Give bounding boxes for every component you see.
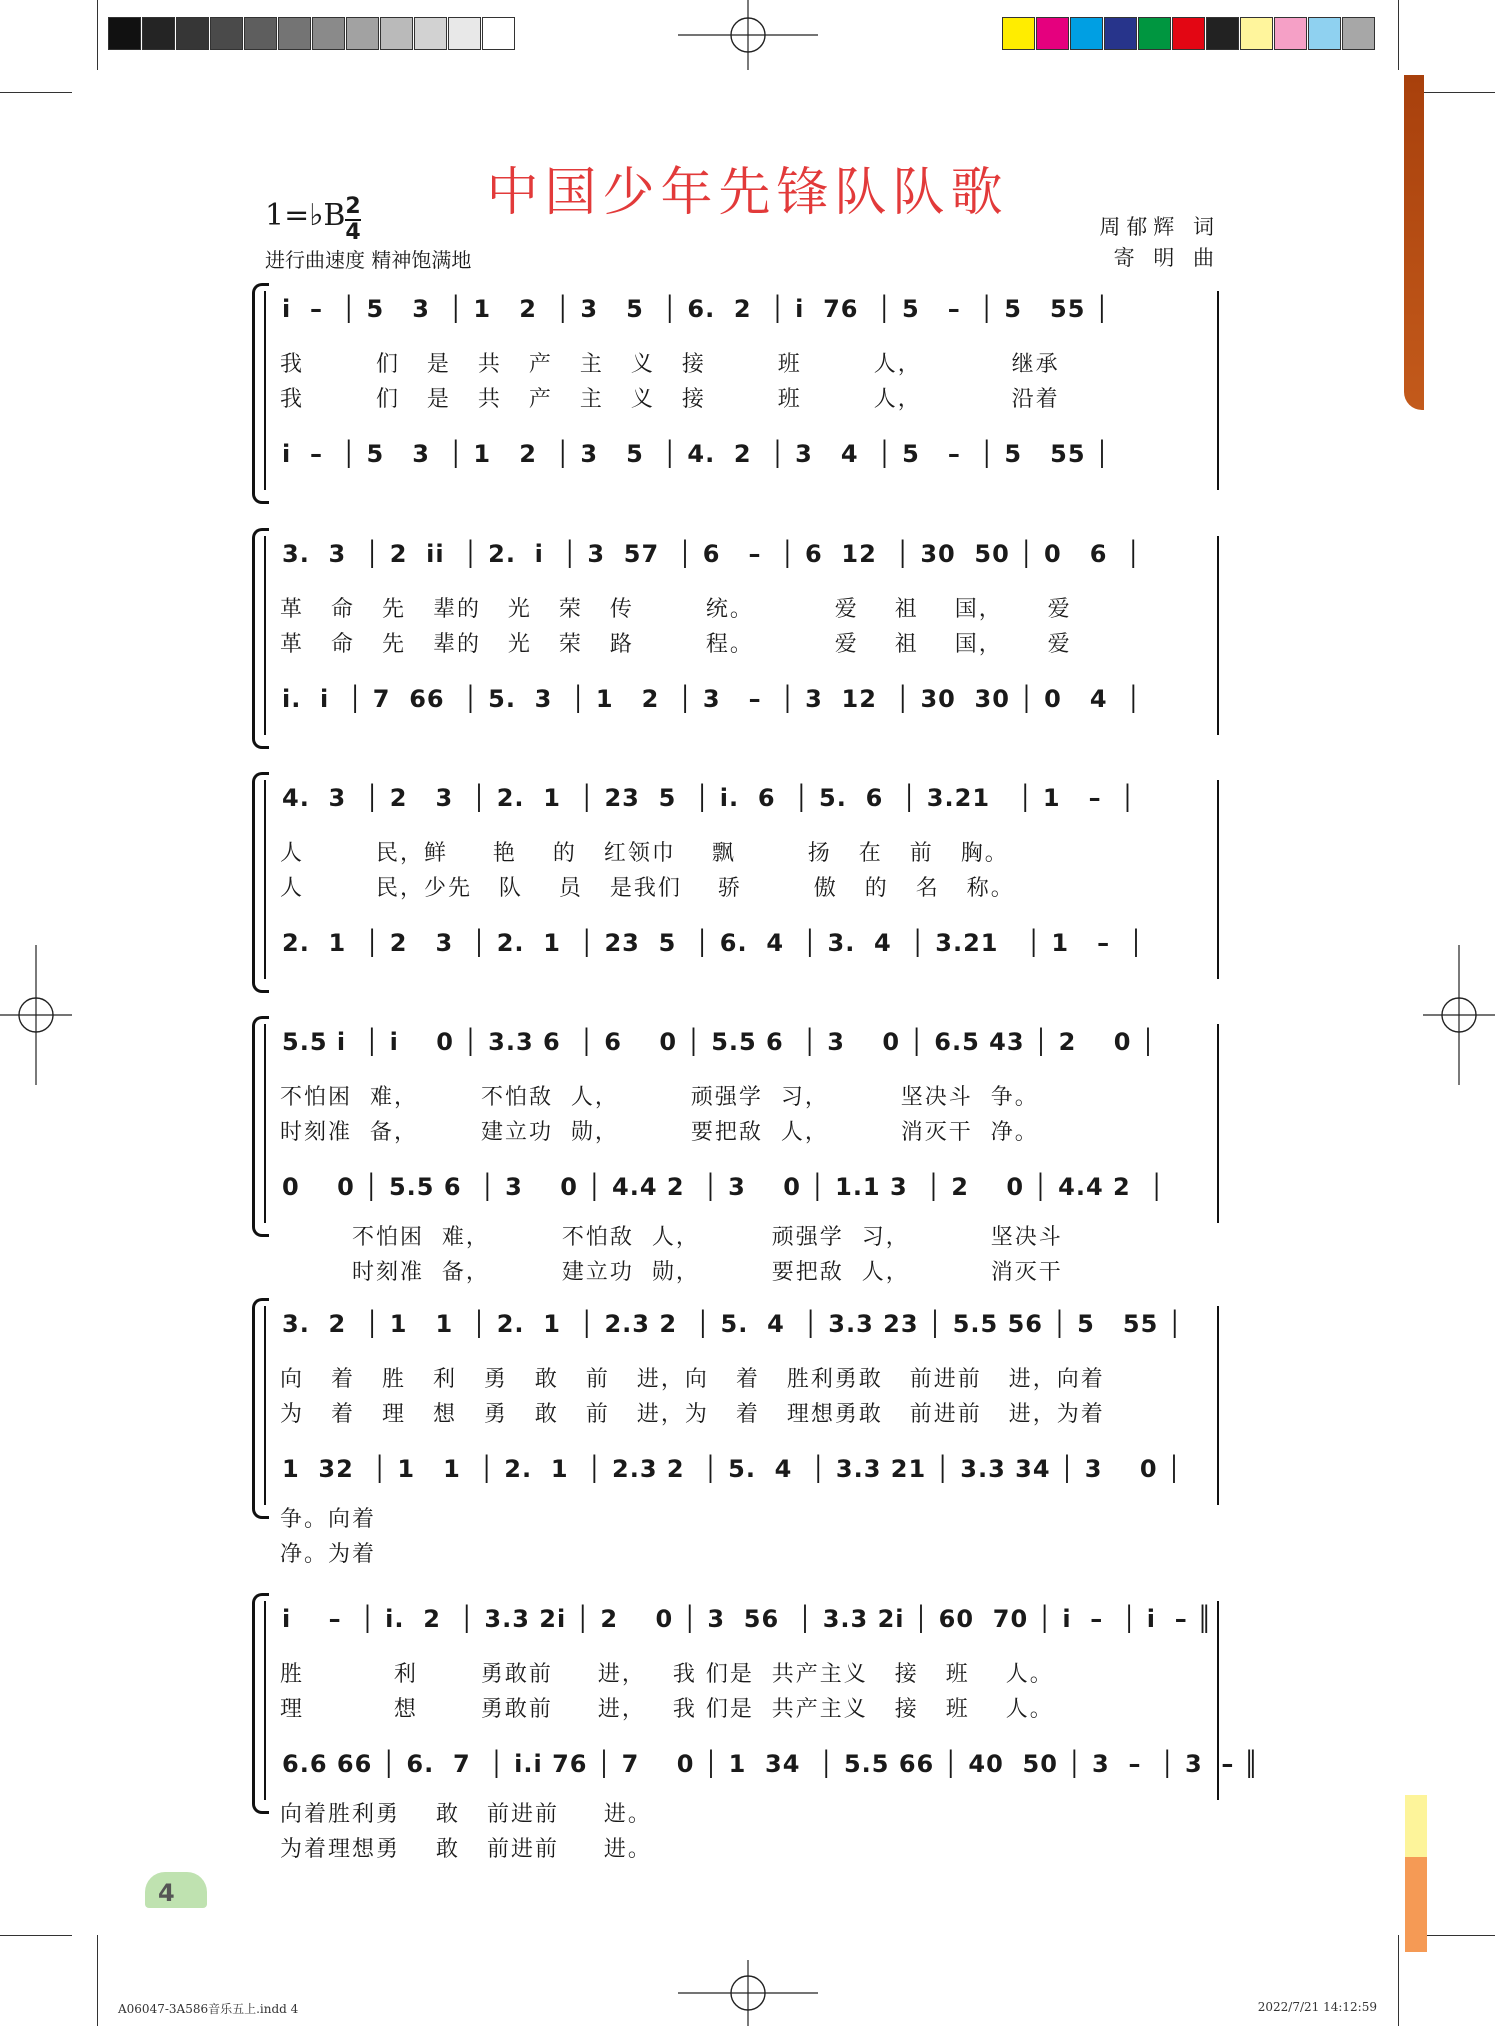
crop-mark bbox=[97, 1935, 98, 2026]
cmyk-color-bar bbox=[1002, 17, 1376, 50]
lower-voice-notes: i – │ 5 3 │ 1 2 │ 3 5 │ 4. 2 │ 3 4 │ 5 – │ 5 55 │ bbox=[282, 440, 1111, 468]
registration-mark-top bbox=[678, 0, 818, 70]
lower-voice-notes: 1 32 │ 1 1 │ 2. 1 │ 2.3 2 │ 5. 4 │ 3.3 21 │ 3.3 34 │ 3 0 │ bbox=[282, 1455, 1183, 1483]
key-signature: 1=♭B bbox=[265, 198, 346, 233]
system-end-barline bbox=[1217, 1024, 1219, 1223]
lyric-verse-2: 时刻准 备， 建立功 勋， 要把敌 人， 消灭干 净。 bbox=[280, 1120, 1039, 1145]
registration-mark-left bbox=[0, 945, 72, 1085]
lower-lyric-verse-2: 时刻准 备， 建立功 勋， 要把敌 人， 消灭干 bbox=[280, 1260, 1063, 1285]
registration-mark-bottom bbox=[678, 1960, 818, 2026]
lower-voice-notes: 2. 1 │ 2 3 │ 2. 1 │ 23 5 │ 6. 4 │ 3. 4 │ 3.21 │ 1 – │ bbox=[282, 929, 1145, 957]
lower-voice-notes: 0 0 │ 5.5 6 │ 3 0 │ 4.4 2 │ 3 0 │ 1.1 3 │ 2 0 │ 4.4 2 │ bbox=[282, 1173, 1165, 1201]
system-bracket bbox=[252, 283, 269, 504]
color-swatch bbox=[482, 17, 515, 50]
color-swatch bbox=[1274, 17, 1307, 50]
color-swatch bbox=[244, 17, 277, 50]
score-system bbox=[252, 283, 1222, 498]
color-swatch bbox=[380, 17, 413, 50]
color-swatch bbox=[312, 17, 345, 50]
system-barline bbox=[264, 780, 266, 979]
lyric-verse-2: 革 命 先 辈的 光 荣 路 程。 爱 祖 国， 爱 bbox=[280, 632, 1072, 657]
color-swatch bbox=[142, 17, 175, 50]
upper-voice-notes: 5.5 i │ i 0 │ 3.3 6 │ 6 0 │ 5.5 6 │ 3 0 │ 6.5 43 │ 2 0 │ bbox=[282, 1028, 1157, 1056]
system-bracket bbox=[252, 1298, 269, 1519]
color-swatch bbox=[1138, 17, 1171, 50]
time-sig-bottom: 4 bbox=[345, 220, 361, 245]
system-bracket bbox=[252, 772, 269, 993]
color-swatch bbox=[210, 17, 243, 50]
color-swatch bbox=[1240, 17, 1273, 50]
footer-file: A06047-3A586音乐五上.indd 4 bbox=[118, 2002, 299, 2016]
system-barline bbox=[264, 291, 266, 490]
crop-mark bbox=[1398, 0, 1399, 70]
color-swatch bbox=[1308, 17, 1341, 50]
lyric-verse-1: 人 民，鲜 艳 的 红领巾 飘 扬 在 前 胸。 bbox=[280, 841, 1009, 866]
crop-mark bbox=[0, 92, 72, 93]
color-swatch bbox=[346, 17, 379, 50]
upper-voice-notes: 3. 3 │ 2 ii │ 2. i │ 3 57 │ 6 – │ 6 12 │ 30 50 │ 0 6 │ bbox=[282, 540, 1142, 568]
color-swatch bbox=[1002, 17, 1035, 50]
upper-voice-notes: 4. 3 │ 2 3 │ 2. 1 │ 23 5 │ i. 6 │ 5. 6 │ 3.21 │ 1 – │ bbox=[282, 784, 1136, 812]
edge-tab-yellow bbox=[1405, 1795, 1427, 1857]
color-swatch bbox=[1172, 17, 1205, 50]
system-bracket bbox=[252, 528, 269, 749]
system-bracket bbox=[252, 1593, 269, 1814]
lyric-verse-1: 不怕困 难， 不怕敌 人， 顽强学 习， 坚决斗 争。 bbox=[280, 1085, 1039, 1110]
upper-voice-notes: i – │ 5 3 │ 1 2 │ 3 5 │ 6. 2 │ i 76 │ 5 – │ 5 55 │ bbox=[282, 295, 1111, 323]
color-swatch bbox=[1342, 17, 1375, 50]
color-swatch bbox=[1104, 17, 1137, 50]
crop-mark bbox=[0, 1935, 72, 1936]
system-end-barline bbox=[1217, 536, 1219, 735]
lower-lyric-verse-1: 争。向着 bbox=[280, 1507, 377, 1532]
color-swatch bbox=[278, 17, 311, 50]
crop-mark bbox=[1420, 92, 1495, 93]
score-system bbox=[252, 528, 1222, 743]
lyric-verse-1: 胜 利 勇敢前 进， 我 们是 共产主义 接 班 人。 bbox=[280, 1662, 1054, 1687]
color-swatch bbox=[1206, 17, 1239, 50]
lyric-verse-1: 向 着 胜 利 勇 敢 前 进，向 着 胜利勇敢 前进前 进，向着 bbox=[280, 1367, 1105, 1392]
edge-tab-orange bbox=[1405, 1857, 1427, 1952]
color-swatch bbox=[108, 17, 141, 50]
time-signature bbox=[345, 196, 361, 244]
system-barline bbox=[264, 1024, 266, 1223]
page-number: 4 bbox=[158, 1879, 175, 1907]
lower-lyric-verse-2: 为着理想勇 敢 前进前 进。 bbox=[280, 1837, 652, 1862]
color-swatch bbox=[414, 17, 447, 50]
lower-lyric-verse-1: 不怕困 难， 不怕敌 人， 顽强学 习， 坚决斗 bbox=[280, 1225, 1063, 1250]
system-end-barline bbox=[1217, 291, 1219, 490]
system-barline bbox=[264, 536, 266, 735]
registration-mark-right bbox=[1423, 945, 1495, 1085]
lower-voice-notes: i. i │ 7 66 │ 5. 3 │ 1 2 │ 3 – │ 3 12 │ 30 30 │ 0 4 │ bbox=[282, 685, 1142, 713]
color-swatch bbox=[176, 17, 209, 50]
lyric-verse-1: 我 们 是 共 产 主 义 接 班 人， 继承 bbox=[280, 352, 1060, 377]
crop-mark bbox=[97, 0, 98, 70]
system-bracket bbox=[252, 1016, 269, 1237]
lower-voice-notes: 6.6 66 │ 6. 7 │ i.i 76 │ 7 0 │ 1 34 │ 5.5 66 │ 40 50 │ 3 – │ 3 – ║ bbox=[282, 1750, 1260, 1778]
score-system bbox=[252, 1298, 1222, 1567]
color-swatch bbox=[448, 17, 481, 50]
lyric-verse-2: 理 想 勇敢前 进， 我 们是 共产主义 接 班 人。 bbox=[280, 1697, 1054, 1722]
score-system bbox=[252, 772, 1222, 987]
color-swatch bbox=[1070, 17, 1103, 50]
system-end-barline bbox=[1217, 1306, 1219, 1505]
lower-lyric-verse-1: 向着胜利勇 敢 前进前 进。 bbox=[280, 1802, 652, 1827]
color-swatch bbox=[1036, 17, 1069, 50]
footer-timestamp: 2022/7/21 14:12:59 bbox=[1257, 2000, 1377, 2014]
lyric-verse-1: 革 命 先 辈的 光 荣 传 统。 爱 祖 国， 爱 bbox=[280, 597, 1072, 622]
upper-voice-notes: i – │ i. 2 │ 3.3 2i │ 2 0 │ 3 56 │ 3.3 2i │ 60 70 │ i – │ i – ║ bbox=[282, 1605, 1213, 1633]
system-barline bbox=[264, 1601, 266, 1800]
score-system bbox=[252, 1593, 1260, 1862]
crop-mark bbox=[1420, 1935, 1495, 1936]
upper-voice-notes: 3. 2 │ 1 1 │ 2. 1 │ 2.3 2 │ 5. 4 │ 3.3 23 │ 5.5 56 │ 5 55 │ bbox=[282, 1310, 1184, 1338]
edge-tab-brown bbox=[1404, 75, 1424, 410]
lyricist-credit: 周郁辉 词 bbox=[1099, 215, 1220, 239]
system-barline bbox=[264, 1306, 266, 1505]
lyric-verse-2: 人 民，少先 队 员 是我们 骄 傲 的 名 称。 bbox=[280, 876, 1015, 901]
time-sig-top: 2 bbox=[345, 194, 361, 219]
lyric-verse-2: 我 们 是 共 产 主 义 接 班 人， 沿着 bbox=[280, 387, 1060, 412]
snail-icon bbox=[145, 1872, 207, 1908]
lower-lyric-verse-2: 净。为着 bbox=[280, 1542, 377, 1567]
score-system bbox=[252, 1016, 1222, 1285]
system-end-barline bbox=[1217, 780, 1219, 979]
grayscale-color-bar bbox=[108, 17, 516, 50]
crop-mark bbox=[1398, 1935, 1399, 2026]
composer-credit: 寄 明 曲 bbox=[1113, 246, 1220, 270]
lyric-verse-2: 为 着 理 想 勇 敢 前 进，为 着 理想勇敢 前进前 进，为着 bbox=[280, 1402, 1105, 1427]
song-title: 中国少年先锋队队歌 bbox=[486, 163, 1009, 223]
tempo-marking: 进行曲速度 精神饱满地 bbox=[265, 248, 472, 272]
